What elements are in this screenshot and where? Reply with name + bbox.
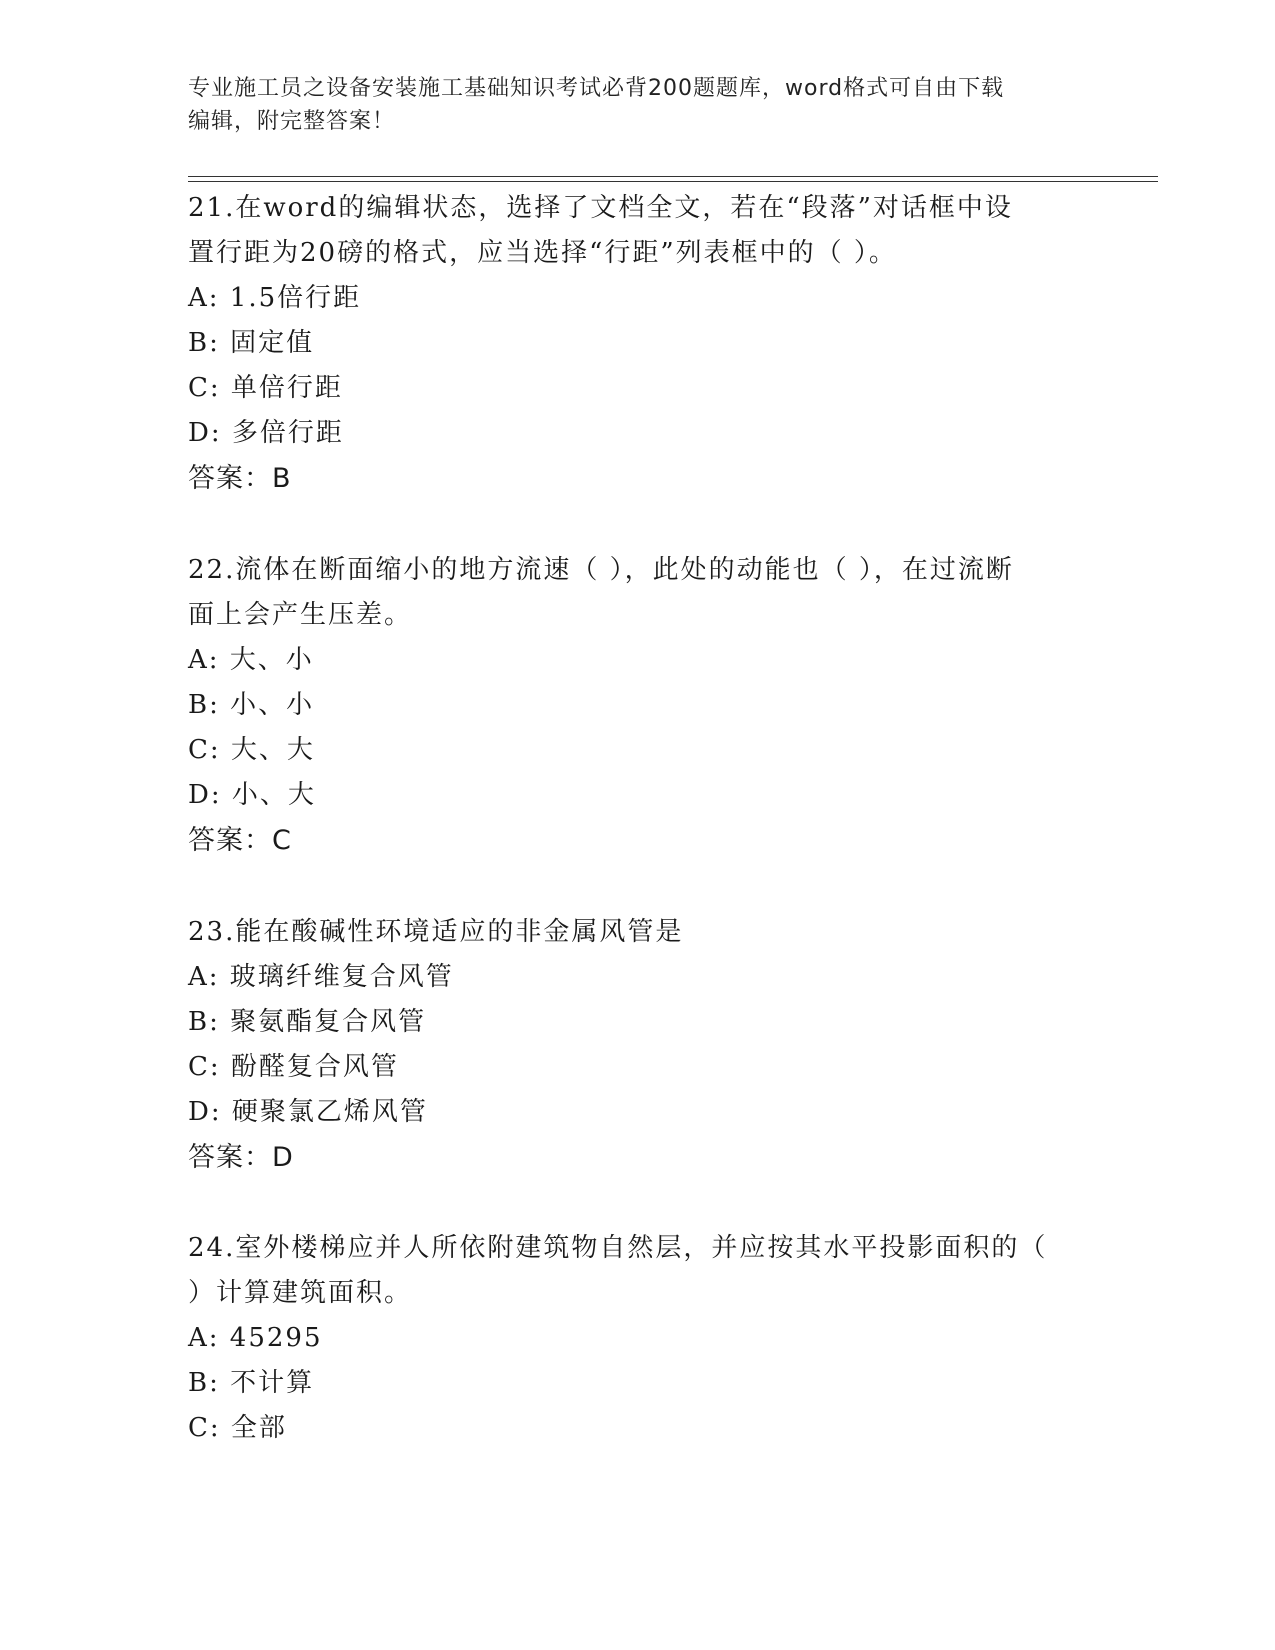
- question-24: [188, 1226, 1088, 1451]
- header-line-2: 编辑，附完整答案！: [188, 109, 396, 134]
- option-b: B: 小、小: [188, 690, 315, 720]
- option-a: A: 1.5倍行距: [188, 283, 362, 313]
- question-stem-line: 面上会产生压差。: [188, 600, 413, 630]
- option-a: A: 45295: [188, 1323, 323, 1353]
- option-b: B: 不计算: [188, 1368, 315, 1398]
- question-stem-line: 置行距为20磅的格式，应当选择“行距”列表框中的（ ）。: [188, 238, 897, 268]
- option-d: D: 硬聚氯乙烯风管: [188, 1097, 428, 1127]
- option-c: C: 大、大: [188, 735, 315, 765]
- header-divider-bottom: [188, 181, 1158, 182]
- option-b: B: 固定值: [188, 328, 315, 358]
- question-stem-line: 21.在word的编辑状态，选择了文档全文，若在“段落”对话框中设: [188, 193, 1013, 223]
- answer-line: 答案：D: [188, 1142, 294, 1173]
- question-23: [188, 910, 1088, 1180]
- option-d: D: 小、大: [188, 780, 316, 810]
- option-a: A: 玻璃纤维复合风管: [188, 962, 454, 992]
- option-b: B: 聚氨酯复合风管: [188, 1007, 427, 1037]
- answer-line: 答案：C: [188, 825, 292, 856]
- question-22: [188, 548, 1088, 863]
- option-a: A: 大、小: [188, 645, 314, 675]
- option-c: C: 酚醛复合风管: [188, 1052, 399, 1082]
- question-stem-line: 23.能在酸碱性环境适应的非金属风管是: [188, 917, 684, 947]
- option-c: C: 单倍行距: [188, 373, 343, 403]
- answer-line: 答案：B: [188, 463, 292, 494]
- document-header: [188, 72, 1088, 138]
- option-d: D: 多倍行距: [188, 418, 344, 448]
- question-stem-line: 24.室外楼梯应并人所依附建筑物自然层，并应按其水平投影面积的（: [188, 1233, 1048, 1263]
- question-stem-line: ）计算建筑面积。: [188, 1278, 413, 1308]
- question-21: [188, 186, 1088, 501]
- question-stem-line: 22.流体在断面缩小的地方流速（ ），此处的动能也（ ），在过流断: [188, 555, 1014, 585]
- option-c: C: 全部: [188, 1413, 287, 1443]
- header-divider-top: [188, 176, 1158, 177]
- header-line-1: 专业施工员之设备安装施工基础知识考试必背200题题库，word格式可自由下载: [188, 76, 1005, 101]
